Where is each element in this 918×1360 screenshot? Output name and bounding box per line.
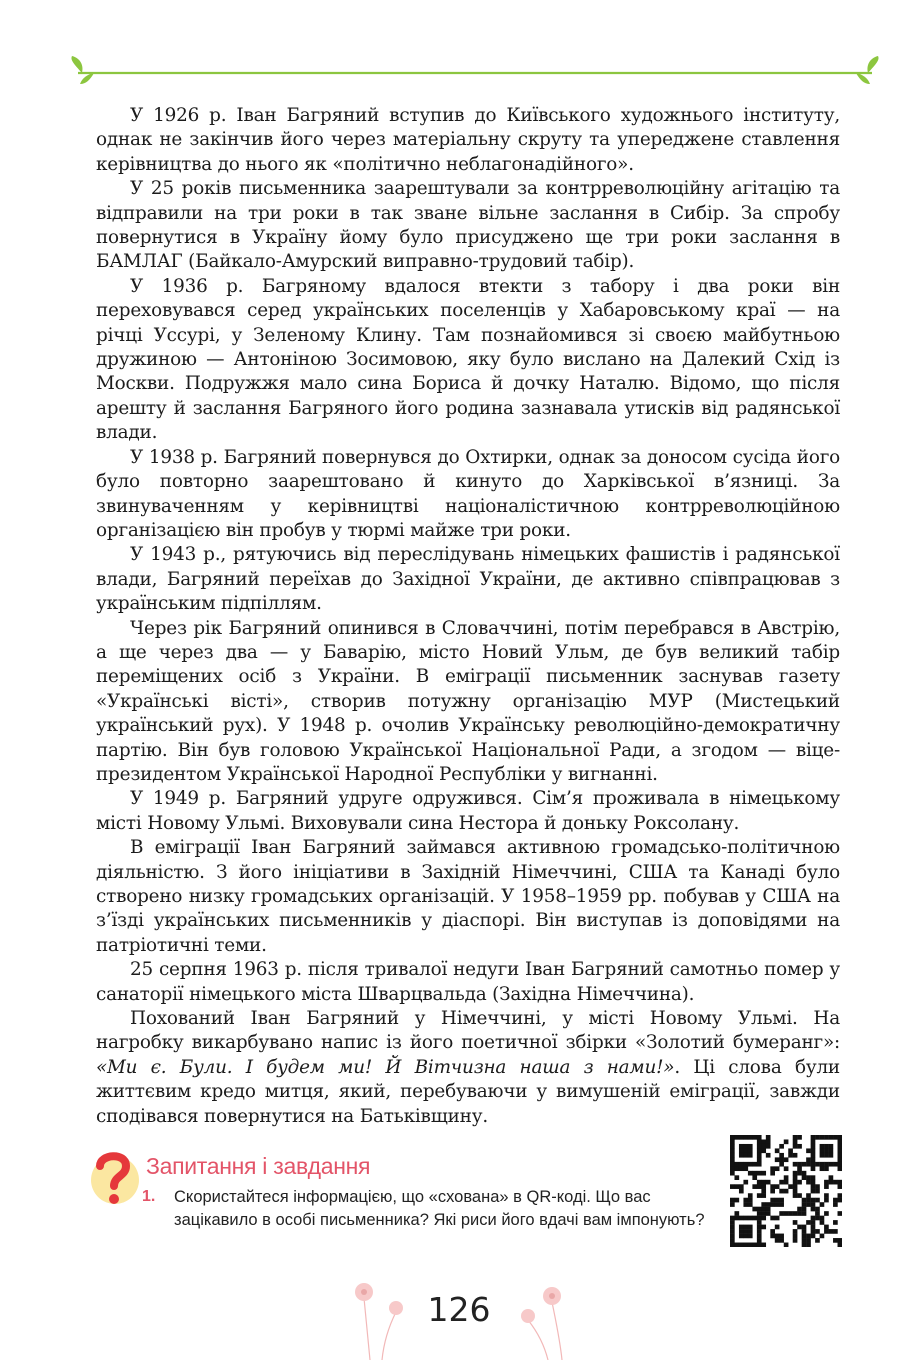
paragraph: У 1938 р. Багряний повернувся до Охтирки, однак за доносом сусіда його було повторно заарештовано й кинуто до Харківської в’язниці. За звинуваченням у керівництві націоналістичною контрреволюційною організацією він пробув у тюрмі майже три роки. [96, 446, 840, 541]
paragraph: У 25 років письменника заарештували за контрреволюційну агітацію та відправили на три роки в так зване вільне заслання в Сибір. За спробу повернутися в Україну йому було присуджено ще три роки заслання в БАМЛАГ (Байкало-Амурский виправно-трудовий табір). [96, 178, 840, 273]
paragraph-text: Похований Іван Багряний у Німеччині, у місті Новому Ульмі. На нагробку викарбувано напис із його поетичної збірки «Золотий бумеранг»: [96, 1008, 840, 1054]
main-text [96, 104, 840, 1129]
paragraph: В еміграції Іван Багряний займався активною громадсько-політичною діяльністю. З його ініціативи в Західній Німеччині, США та Канаді було створено низку громадських організацій. У 1958–1959 рр. побував у США на з’їзді українських письменників у діаспорі. Він виступав із доповідями на патріотичні теми. [96, 837, 840, 956]
questions-title: Запитання і завдання [146, 1153, 371, 1179]
paragraph: Через рік Багряний опинився в Словаччині, потім перебрався в Австрію, а ще через два — у Баварію, місто Новий Ульм, де був великий табір переміщених осіб з України. В еміграції письменник заснував газету «Українські вісті», створив потужну організацію МУР (Мистецький український рух). У 1948 р. очолив Українську революційно-демократичну партію. Він був головою Української Національної Ради, а згодом — віце-президентом Української Народної Республіки у вигнанні. [96, 617, 840, 785]
qr-code[interactable] [730, 1135, 842, 1247]
top-vine-decoration [70, 56, 880, 86]
paragraph-last [96, 1007, 840, 1129]
paragraph: У 1936 р. Багряному вдалося втекти з табору і два роки він переховувався серед українських поселенців у Хабаровському краї — на річці Уссурі, у Зеленому Клину. Там познайомився зі своєю майбутньою дружиною — Антоніною Зосимовою, яку було вислано на Далекий Схід із Москви. Подружжя мало сина Бориса й дочку Наталю. Відомо, що після арешту й заслання Багряного його родина зазнавала утисків від радянської влади. [96, 275, 840, 444]
question-text: Скористайтеся інформацією, що «схована» в QR-коді. Що вас зацікавило в особі письменника? Які риси його вдачі вам імпонують? [174, 1188, 705, 1229]
paragraph: У 1926 р. Іван Багряний вступив до Київського художнього інституту, однак не закінчив його через матеріальну скруту та упереджене ставлення керівництва до нього як «політично неблагонадійного». [96, 105, 840, 175]
page-number: 126 [427, 1290, 491, 1329]
paragraph: У 1943 р., рятуючись від переслідувань німецьких фашистів і радянської влади, Багряний переїхав до Західної України, де активно співпрацював з українським підпіллям. [96, 544, 840, 615]
paragraph: У 1949 р. Багряний удруге одружився. Сім’я проживала в німецькому місті Новому Ульмі. Виховували сина Нестора й доньку Роксолану. [96, 788, 840, 834]
question-number: 1. [142, 1188, 156, 1205]
epitaph-quote: «Ми є. Були. І будем ми! Й Вітчизна наша з нами!» [96, 1056, 675, 1078]
question-mark-icon [86, 1148, 140, 1206]
paragraph-text: . Ці слова були життєвим кредо митця, який, перебуваючи у вимушеній еміграції, завжди сподівався повернутися на Батьківщину. [96, 1056, 840, 1127]
paragraph: 25 серпня 1963 р. після тривалої недуги Іван Багряний самотньо помер у санаторії німецького міста Шварцвальда (Західна Німеччина). [96, 959, 840, 1005]
